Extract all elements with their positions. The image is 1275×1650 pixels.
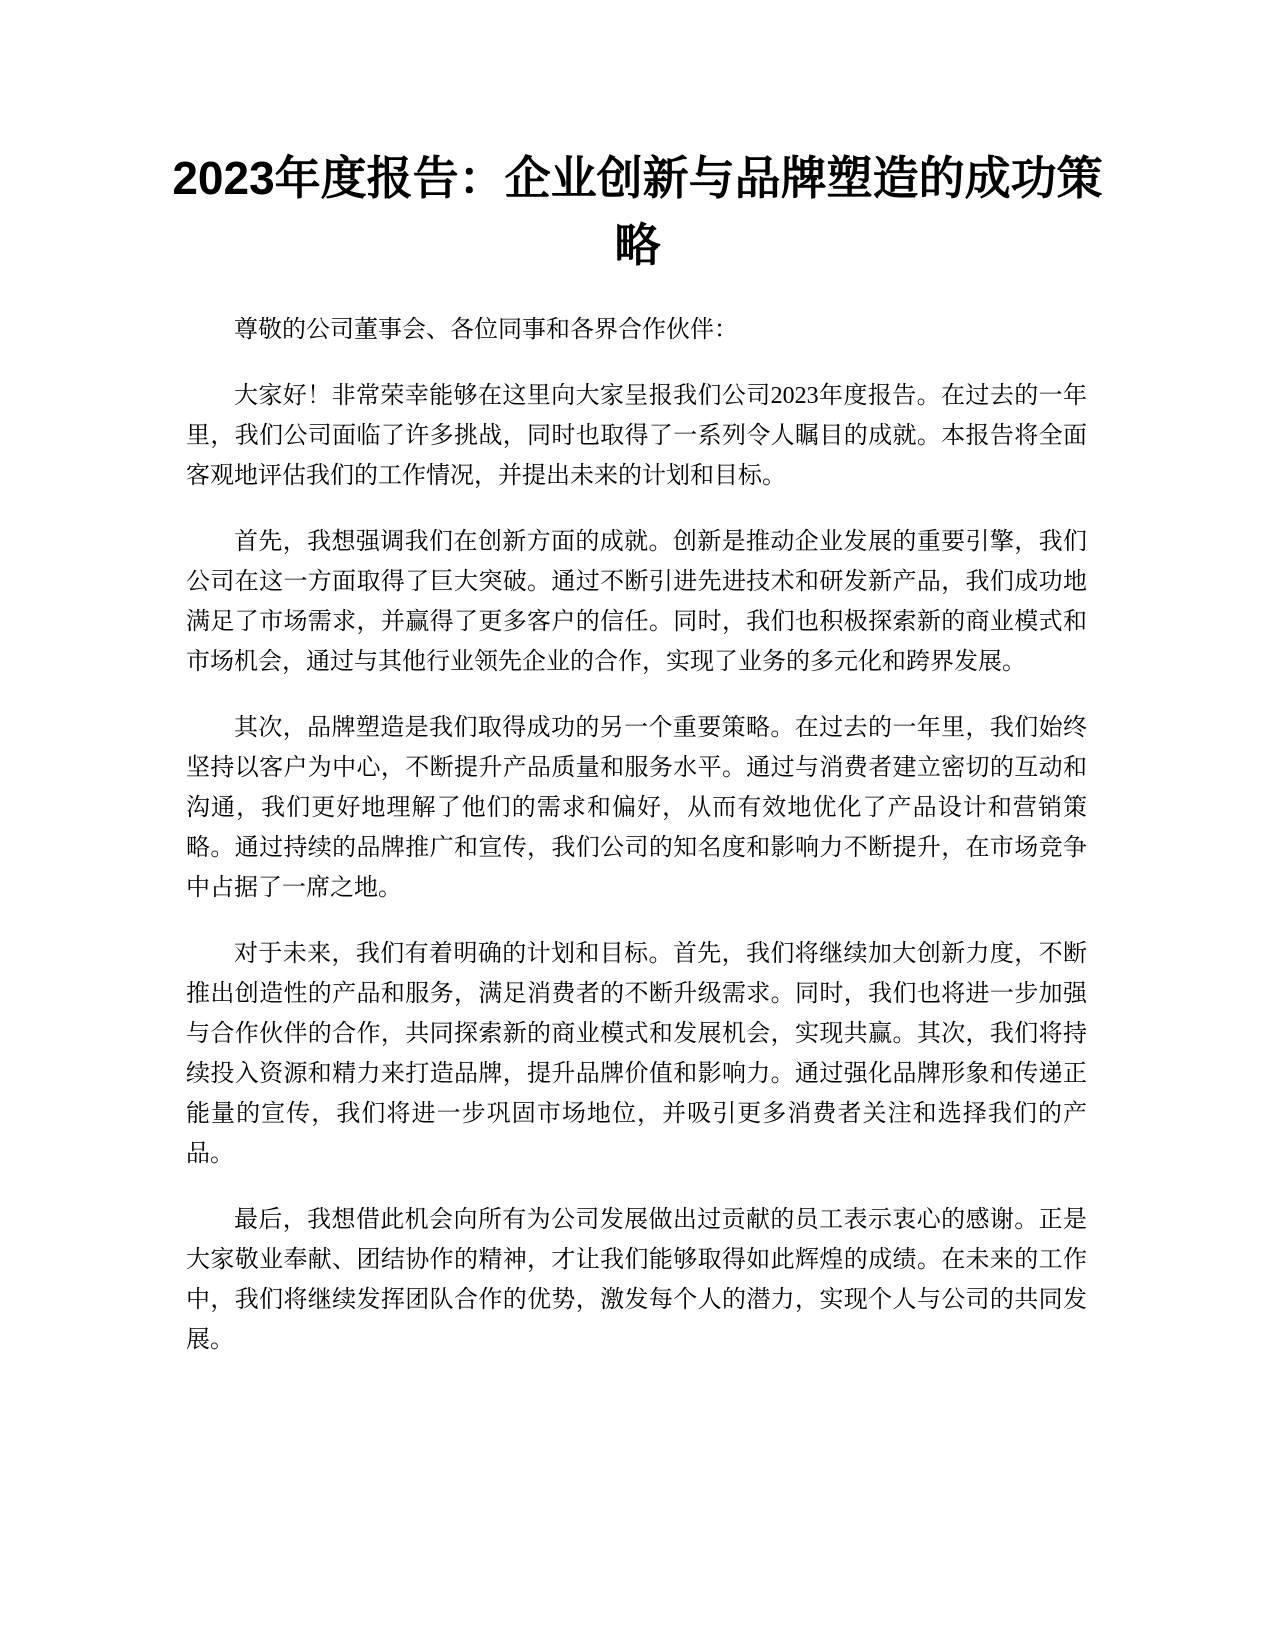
salutation-paragraph: 尊敬的公司董事会、各位同事和各界合作伙伴：: [234, 317, 738, 343]
closing-paragraph: 最后，我想借此机会向所有为公司发展做出过贡献的员工表示衷心的感谢。正是大家敬业奉献、团结协作的精神，才让我们能够取得如此辉煌的成绩。在未来的工作中，我们将继续发挥团队合作的优势，激发每个人的潜力，实现个人与公司的共同发展。: [186, 1207, 1087, 1353]
document-body: [186, 310, 1087, 1386]
intro-paragraph: 大家好！非常荣幸能够在这里向大家呈报我们公司2023年度报告。在过去的一年里，我们公司面临了许多挑战，同时也取得了一系列令人瞩目的成就。本报告将全面客观地评估我们的工作情况，并提出未来的计划和目标。: [186, 383, 1087, 489]
brand-paragraph: 其次，品牌塑造是我们取得成功的另一个重要策略。在过去的一年里，我们始终坚持以客户为中心，不断提升产品质量和服务水平。通过与消费者建立密切的互动和沟通，我们更好地理解了他们的需求和偏好，从而有效地优化了产品设计和营销策略。通过持续的品牌推广和宣传，我们公司的知名度和影响力不断提升，在市场竞争中占据了一席之地。: [186, 715, 1087, 901]
future-plan-paragraph: 对于未来，我们有着明确的计划和目标。首先，我们将继续加大创新力度，不断推出创造性的产品和服务，满足消费者的不断升级需求。同时，我们也将进一步加强与合作伙伴的合作，共同探索新的商业模式和发展机会，实现共赢。其次，我们将持续投入资源和精力来打造品牌，提升品牌价值和影响力。通过强化品牌形象和传递正能量的宣传，我们将进一步巩固市场地位，并吸引更多消费者关注和选择我们的产品。: [186, 941, 1087, 1167]
page-title: 2023年度报告：企业创新与品牌塑造的成功策略: [172, 152, 1103, 271]
innovation-paragraph: 首先，我想强调我们在创新方面的成就。创新是推动企业发展的重要引擎，我们公司在这一方面取得了巨大突破。通过不断引进先进技术和研发新产品，我们成功地满足了市场需求，并赢得了更多客户的信任。同时，我们也积极探索新的商业模式和市场机会，通过与其他行业领先企业的合作，实现了业务的多元化和跨界发展。: [186, 529, 1087, 675]
